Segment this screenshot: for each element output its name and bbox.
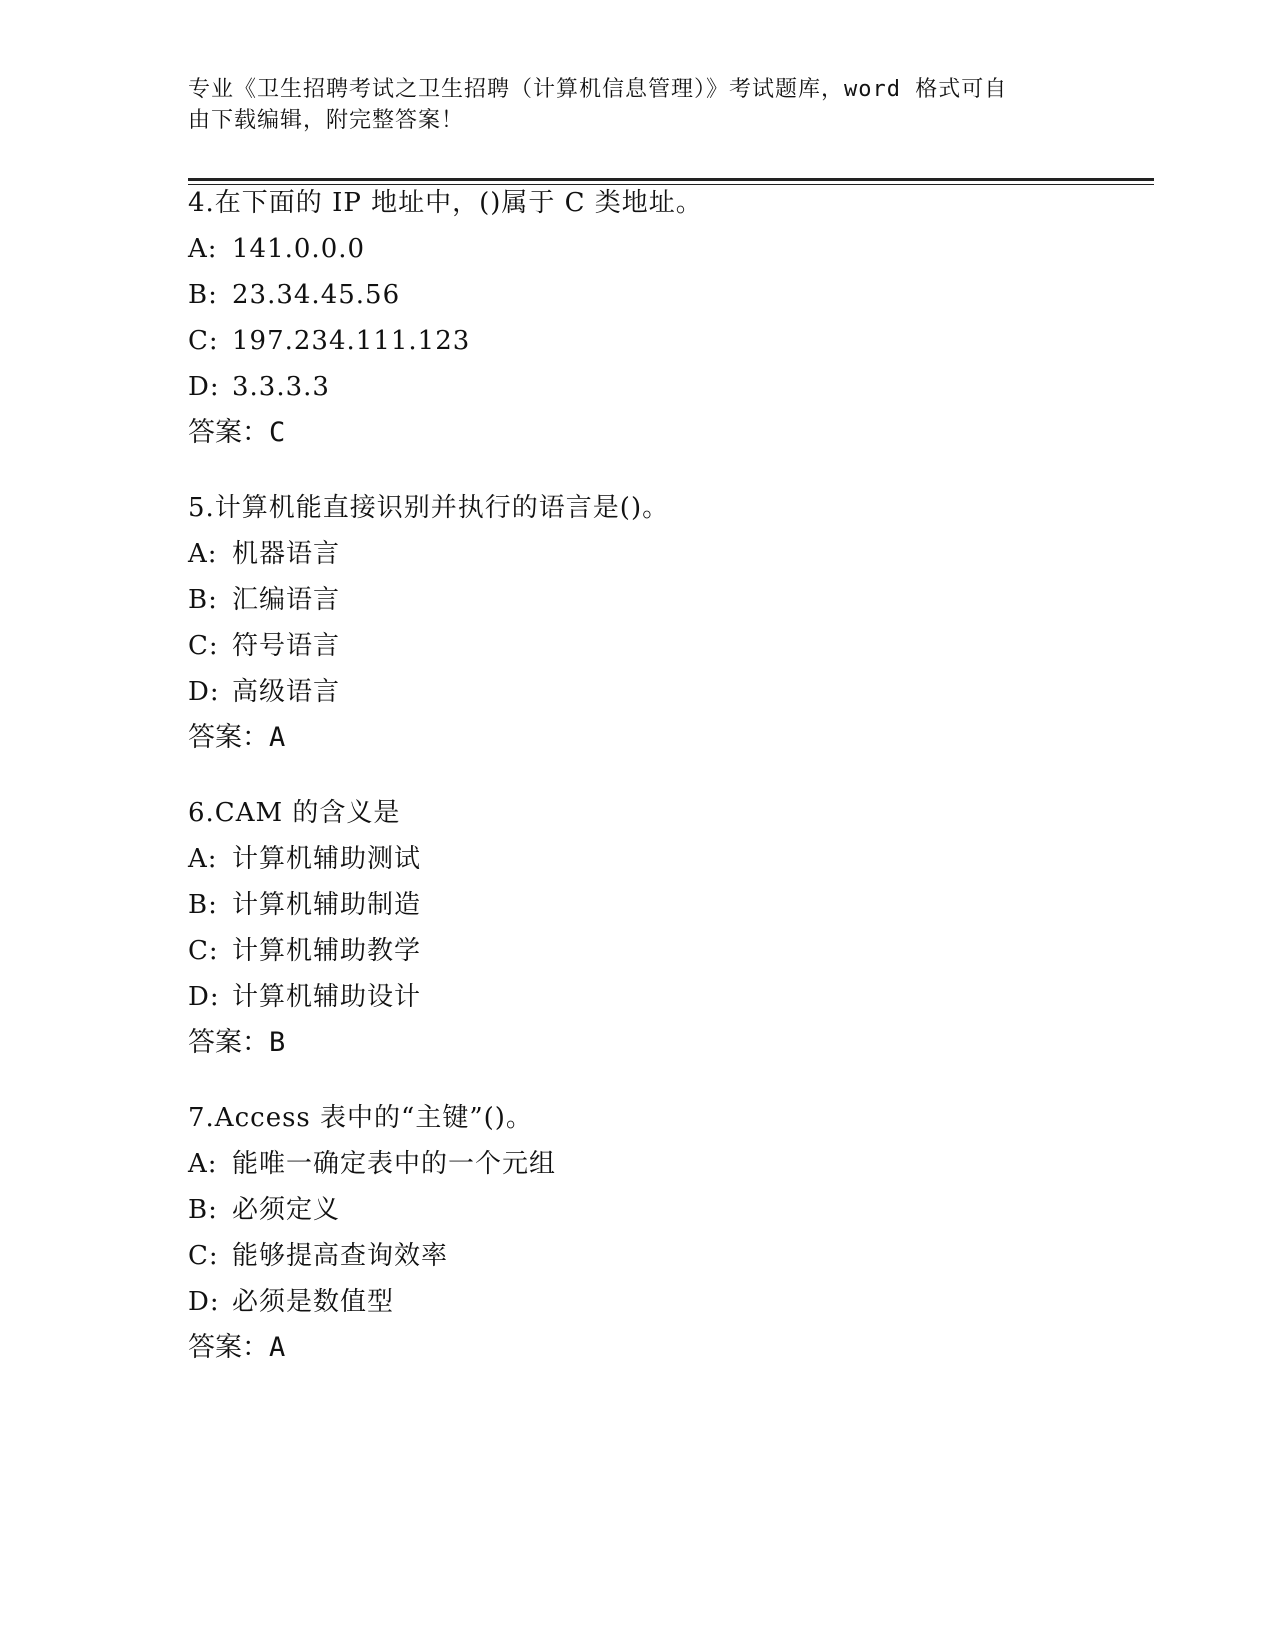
option-prefix: A:	[188, 234, 218, 264]
option-text: 141.0.0.0	[232, 234, 366, 264]
answer-line	[188, 1325, 1148, 1371]
option-text: 计算机辅助设计	[232, 982, 422, 1012]
option-text: 计算机辅助测试	[232, 844, 422, 874]
option-text: 197.234.111.123	[232, 326, 471, 356]
option-prefix: A:	[188, 1149, 218, 1179]
option-c	[188, 1233, 1148, 1279]
option-text: 23.34.45.56	[232, 280, 401, 310]
option-a	[188, 226, 1148, 272]
option-prefix: B:	[188, 280, 218, 310]
option-b	[188, 1187, 1148, 1233]
option-d	[188, 669, 1148, 715]
header-line-2: 由下载编辑，附完整答案！	[188, 108, 465, 133]
question-block-4	[188, 180, 1148, 456]
answer-line	[188, 410, 1148, 456]
option-c	[188, 318, 1148, 364]
option-prefix: C:	[188, 1241, 219, 1271]
question-stem: 4.在下面的 IP 地址中，()属于 C 类地址。	[188, 188, 703, 218]
answer-value: B	[269, 1027, 286, 1058]
option-text: 必须是数值型	[232, 1287, 395, 1317]
question-block-6	[188, 790, 1148, 1066]
option-a	[188, 836, 1148, 882]
option-prefix: A:	[188, 539, 218, 569]
option-prefix: D:	[188, 982, 220, 1012]
header-line-1: 专业《卫生招聘考试之卫生招聘（计算机信息管理）》考试题库，word 格式可自	[188, 77, 1008, 102]
option-text: 计算机辅助制造	[232, 890, 422, 920]
option-b	[188, 272, 1148, 318]
answer-label: 答案：	[188, 1332, 269, 1363]
option-text: 机器语言	[232, 539, 341, 569]
option-prefix: B:	[188, 890, 218, 920]
question-block-7	[188, 1095, 1148, 1371]
option-text: 计算机辅助教学	[232, 936, 422, 966]
option-text: 汇编语言	[232, 585, 341, 615]
option-prefix: B:	[188, 1195, 218, 1225]
answer-label: 答案：	[188, 722, 269, 753]
option-d	[188, 974, 1148, 1020]
answer-value: A	[269, 1332, 286, 1363]
option-prefix: D:	[188, 1287, 220, 1317]
option-text: 符号语言	[232, 631, 341, 661]
option-text: 必须定义	[232, 1195, 341, 1225]
option-prefix: C:	[188, 936, 219, 966]
option-prefix: D:	[188, 372, 220, 402]
option-prefix: A:	[188, 844, 218, 874]
question-stem: 5.计算机能直接识别并执行的语言是()。	[188, 493, 670, 523]
document-header	[188, 74, 1068, 136]
answer-value: C	[269, 417, 286, 448]
option-text: 3.3.3.3	[232, 372, 330, 402]
option-b	[188, 882, 1148, 928]
answer-line	[188, 715, 1148, 761]
question-block-5	[188, 485, 1148, 761]
answer-line	[188, 1020, 1148, 1066]
option-prefix: D:	[188, 677, 220, 707]
option-prefix: B:	[188, 585, 218, 615]
option-text: 能唯一确定表中的一个元组	[232, 1149, 557, 1179]
option-prefix: C:	[188, 326, 219, 356]
option-text: 高级语言	[232, 677, 341, 707]
option-c	[188, 623, 1148, 669]
option-prefix: C:	[188, 631, 219, 661]
question-stem: 7.Access 表中的“主键”()。	[188, 1103, 533, 1133]
answer-label: 答案：	[188, 1027, 269, 1058]
option-c	[188, 928, 1148, 974]
option-d	[188, 1279, 1148, 1325]
option-a	[188, 531, 1148, 577]
option-a	[188, 1141, 1148, 1187]
option-d	[188, 364, 1148, 410]
option-b	[188, 577, 1148, 623]
answer-label: 答案：	[188, 417, 269, 448]
option-text: 能够提高查询效率	[232, 1241, 449, 1271]
question-stem: 6.CAM 的含义是	[188, 798, 401, 828]
answer-value: A	[269, 722, 286, 753]
